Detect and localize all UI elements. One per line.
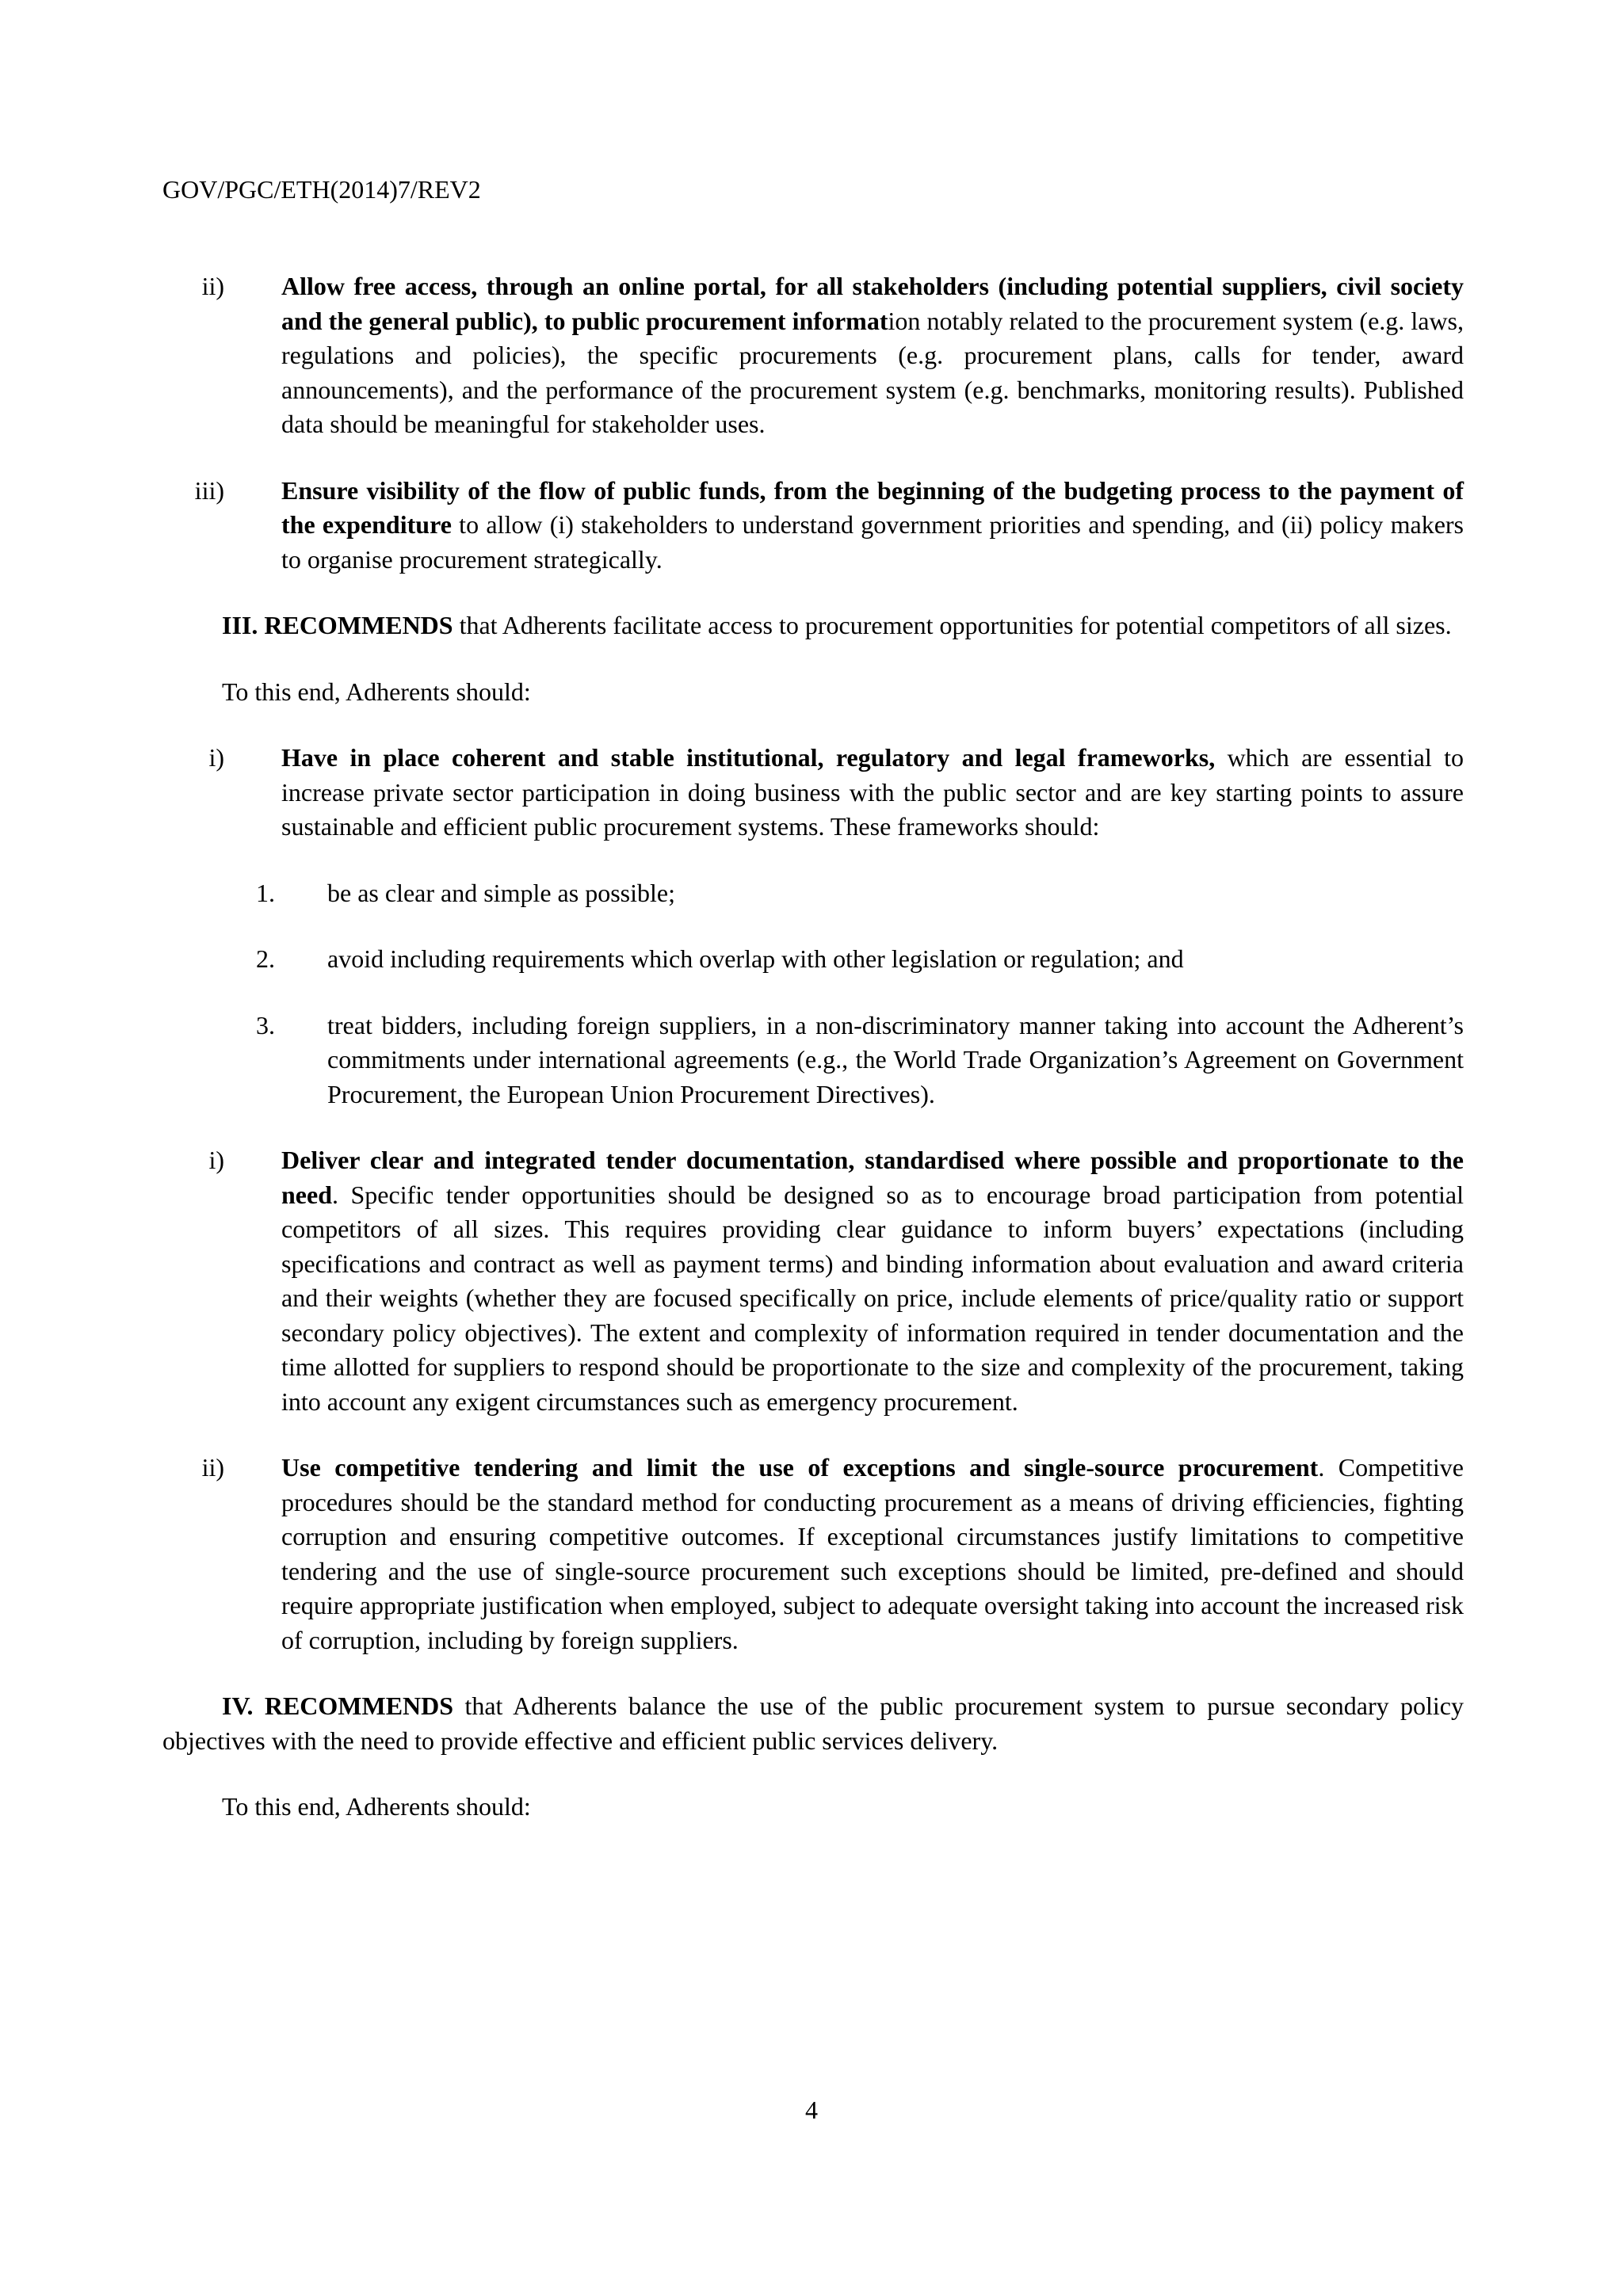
document-code: GOV/PGC/ETH(2014)7/REV2 [162,175,481,204]
recommendation-heading: III. RECOMMENDS [222,611,453,639]
recommendation-text: that Adherents facilitate access to procurement opportunities for potential competitors of all sizes. [453,611,1452,639]
subitem-number: 1. [256,878,275,907]
subitem-text: be as clear and simple as possible; [327,878,675,907]
list-item [162,269,1464,442]
list-marker: ii) [201,1453,224,1482]
item-text: . Competitive procedures should be the standard method for conducting procurement as a means of driving efficiencies, fighting corruption and ensuring competitive outcomes. If exceptional circumstances justify limitations to competitive tendering and the use of single-source procurement such exceptions should be limited, pre-defined and should require appropriate justification when employed, subject to adequate oversight taking into account the increased risk of corruption, including by foreign suppliers. [281,1453,1465,1654]
list-item [162,1143,1464,1419]
item-text: ion notably related to the procurement system (e.g. laws, regulations and policies), the specific procurements (e.g. procurement plans, calls for tender, award announcements), and the performance of the procurement system (e.g. benchmarks, monitoring results). Published data should be meaningful for stakeholder uses. [281,306,1465,438]
item-bold-text: Have in place coherent and stable institutional, regulatory and legal frameworks, [281,743,1216,772]
lead-in-text: To this end, Adherents should: [222,1792,531,1821]
list-item [162,1451,1464,1657]
numbered-subitem [162,876,1464,911]
numbered-subitem [162,942,1464,977]
subitem-text: treat bidders, including foreign suppliers, in a non-discriminatory manner taking into account the Adherent’s commitments under international agreements (e.g., the World Trade Organization’s Agreement on Government Procurement, the European Union Procurement Directives). [327,1010,1464,1108]
list-marker: i) [208,1146,224,1174]
document-body [162,269,1464,1856]
subitem-number: 3. [256,1010,275,1039]
recommendation-text: that Adherents balance the use of the public procurement system to pursue secondary policy objectives with the need to provide effective and efficient public services delivery. [162,1691,1465,1755]
subitem-text: avoid including requirements which overlap with other legislation or regulation; and [327,944,1184,973]
subitem-number: 2. [256,944,275,973]
list-marker: i) [208,743,224,772]
item-text: to allow (i) stakeholders to understand government priorities and spending, and (ii) policy makers to organise procurement strategically. [281,510,1465,574]
list-marker: iii) [194,475,224,505]
list-marker: ii) [201,272,224,300]
item-bold-text: Allow free access, through an online portal, for all stakeholders (including potential suppliers, civil society and the general public), to public procurement informat [281,272,1464,335]
page-number: 4 [805,2096,818,2124]
recommendation-heading: IV. RECOMMENDS [222,1691,454,1720]
item-bold-text: Deliver clear and integrated tender documentation, standardised where possible and proportionate to the need [281,1146,1464,1209]
list-item [162,474,1464,578]
recommendation-paragraph [162,608,1464,643]
item-text: which are essential to increase private sector participation in doing business with the public sector and are key starting points to assure sustainable and efficient public procurement systems. These frameworks should: [281,743,1465,841]
list-item [162,741,1464,845]
item-bold-text: Ensure visibility of the flow of public funds, from the beginning of the budgeting process to the payment of the expenditure [281,475,1464,539]
numbered-subitem [162,1009,1464,1112]
item-text: . Specific tender opportunities should be designed so as to encourage broad participation from potential competitors of all sizes. This requires providing clear guidance to inform buyers’ expectations (including specifications and contract as well as payment terms) and binding information about evaluation and award criteria and their weights (whether they are focused specifically on price, include elements of price/quality ratio or support secondary policy objectives). The extent and complexity of information required in tender documentation and the time allotted for suppliers to respond should be proportionate to the size and complexity of the procurement, taking into account any exigent circumstances such as emergency procurement. [281,1180,1464,1416]
recommendation-paragraph [162,1689,1464,1758]
item-bold-text: Use competitive tendering and limit the use of exceptions and single-source procurement [281,1453,1319,1482]
lead-in-text: To this end, Adherents should: [222,677,531,706]
